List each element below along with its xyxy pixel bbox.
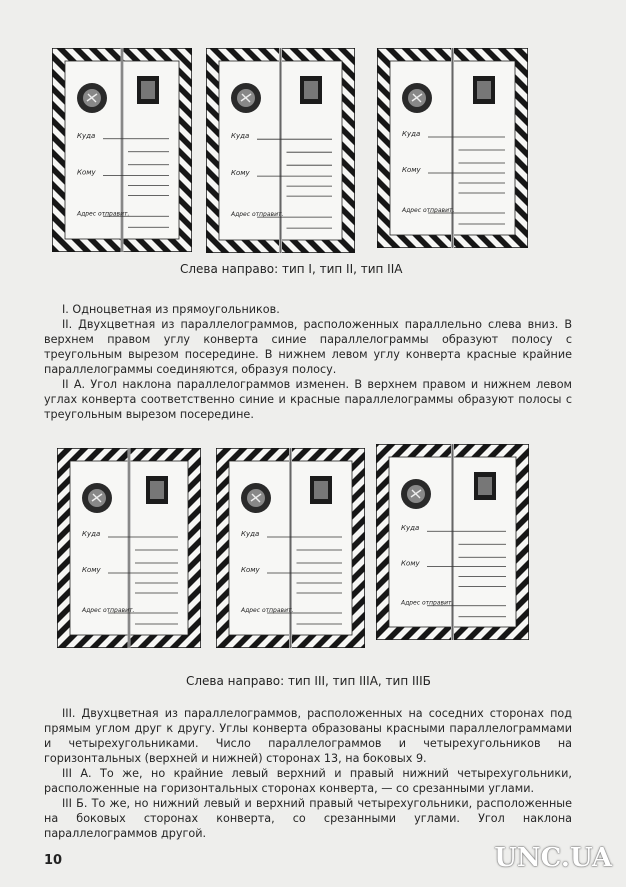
watermark: UNC.UA (494, 843, 612, 873)
svg-text:Кому: Кому (77, 168, 96, 177)
svg-text:Кому: Кому (401, 559, 420, 568)
envelope-drawing (57, 448, 201, 648)
paragraph-type-2: II. Двухцветная из параллелограммов, расположенных параллельно слева вниз. В верхнем правом углу конверта синие параллелограммы образуют полосу с треугольным вырезом посередине. В нижнем левом углу конверта красные крайние параллелограммы соединяются, образуя полосу. (44, 318, 572, 376)
envelope-drawing (52, 48, 192, 252)
envelope-type-3 (57, 448, 201, 648)
svg-text:Кому: Кому (241, 566, 260, 574)
envelope-type-3a (216, 448, 365, 648)
row1-caption: Слева направо: тип I, тип II, тип IIA (180, 262, 403, 276)
page-number: 10 (44, 853, 63, 868)
text-block-1 (44, 302, 572, 422)
paragraph-type-2a: II А. Угол наклона параллелограммов изменен. В верхнем правом и нижнем левом углах конверта соответственно синие и красные параллелограммы образуют полосы с треугольным вырезом посередине. (44, 378, 572, 421)
svg-text:Куда: Куда (401, 524, 420, 533)
svg-text:Куда: Куда (77, 131, 96, 140)
envelope-type-3b (376, 444, 529, 640)
envelope-drawing (376, 444, 529, 640)
paragraph-type-3b: III Б. То же, но нижний левый и верхний правый четырехугольники, расположенные на боковых сторонах конверта, со срезанными углами. Угол наклона параллелограммов другой. (44, 797, 572, 840)
paragraph-type-3a: III А. То же, но крайние левый верхний и правый нижний четырехугольники, расположенные на горизонтальных сторонах конверта, — со срезанными углами. (44, 767, 572, 795)
envelope-type-1 (52, 48, 192, 252)
svg-text:Кому: Кому (82, 566, 101, 574)
text-block-2 (44, 706, 572, 841)
svg-text:Куда: Куда (402, 130, 421, 138)
row2-caption: Слева направо: тип III, тип IIIA, тип IIIБ (186, 674, 431, 688)
svg-text:Куда: Куда (241, 530, 260, 538)
svg-text:Кому: Кому (402, 166, 421, 174)
envelope-type-2a (377, 48, 528, 248)
paragraph-type-1: I. Одноцветная из прямоугольников. (62, 303, 280, 316)
svg-text:Адрес отправит.: Адрес отправит. (77, 210, 130, 218)
svg-text:Адрес отправит.: Адрес отправит. (82, 607, 135, 614)
svg-text:Куда: Куда (82, 530, 101, 538)
envelope-type-2 (206, 48, 355, 253)
svg-text:Адрес отправит.: Адрес отправит. (401, 599, 454, 607)
svg-text:Кому: Кому (231, 169, 250, 178)
envelope-drawing (377, 48, 528, 248)
envelope-drawing (206, 48, 355, 253)
svg-text:Адрес отправит.: Адрес отправит. (241, 607, 294, 614)
paragraph-type-3: III. Двухцветная из параллелограммов, расположенных на соседних сторонах под прямым углом друг к другу. Углы конверта образованы красными параллелограммами и четырехугольниками. Число параллелограммов и четырехугольников на горизонтальных (верхней и нижней) сторонах 13, на боковых 9. (44, 707, 572, 765)
svg-text:Адрес отправит.: Адрес отправит. (402, 207, 455, 214)
svg-text:Куда: Куда (231, 132, 250, 141)
envelope-drawing (216, 448, 365, 648)
svg-text:Адрес отправит.: Адрес отправит. (231, 211, 284, 219)
